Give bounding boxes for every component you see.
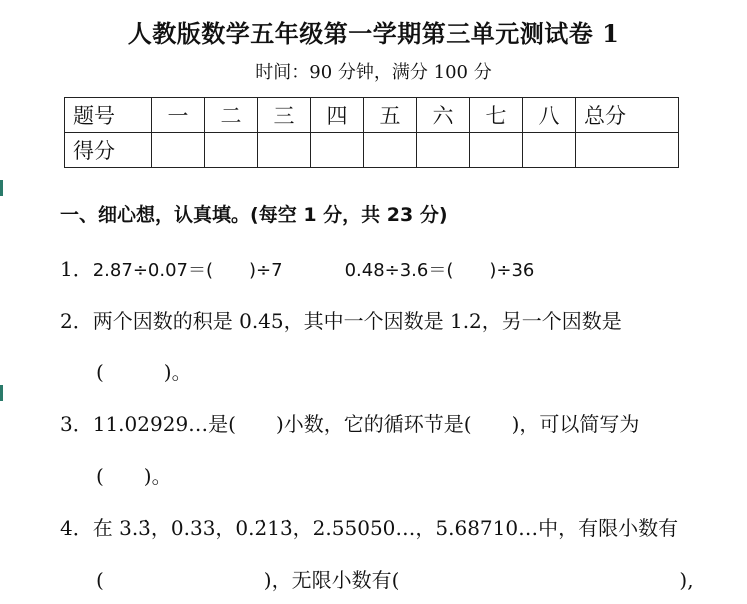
score-cell[interactable] — [205, 133, 258, 168]
score-cell[interactable] — [364, 133, 417, 168]
score-table-header-row — [65, 98, 679, 133]
page-subtitle: 时间：90 分钟，满分 100 分 — [255, 62, 492, 83]
score-cell[interactable] — [311, 133, 364, 168]
score-table-col-1: 一 — [152, 98, 205, 133]
question-3 — [60, 408, 639, 437]
score-table-col-2: 二 — [205, 98, 258, 133]
question-2-text: 两个因数的积是 0.45，其中一个因数是 1.2，另一个因数是 — [92, 309, 622, 333]
section-1-heading — [60, 200, 448, 227]
section-1-title: 一、细心想，认真填。 — [60, 204, 251, 226]
score-table-col-4: 四 — [311, 98, 364, 133]
score-table-col-5: 五 — [364, 98, 417, 133]
question-2-blank[interactable]: ( )。 — [96, 360, 192, 384]
score-table-row1-label: 题号 — [65, 98, 152, 133]
score-table — [64, 97, 679, 168]
page-edge-mark — [0, 385, 3, 401]
score-table-score-row — [65, 133, 679, 168]
question-3-blank[interactable]: ( )。 — [96, 464, 172, 488]
score-table-total-label: 总分 — [576, 98, 679, 133]
question-1-part-a: 2.87÷0.07＝( )÷7 — [92, 260, 283, 281]
question-4 — [60, 512, 678, 541]
question-4-number: 4． — [60, 516, 93, 540]
page-title: 人教版数学五年级第一学期第三单元测试卷 1 — [127, 19, 620, 48]
question-4-text: 在 3.3̇，0.33，0.2̇13̇，2.55050…，5.68710…中，有限小数有 — [92, 516, 679, 540]
score-table-col-8: 八 — [523, 98, 576, 133]
question-3-number: 3． — [60, 412, 93, 436]
question-4-blank[interactable]: ( )，无限小数有( ), — [96, 568, 694, 592]
score-cell-total[interactable] — [576, 133, 679, 168]
score-cell[interactable] — [523, 133, 576, 168]
score-table-col-7: 七 — [470, 98, 523, 133]
question-3-text: 11.02929…是( )小数，它的循环节是( )，可以简写为 — [92, 412, 640, 436]
score-table-row2-label: 得分 — [65, 133, 152, 168]
score-cell[interactable] — [258, 133, 311, 168]
score-cell[interactable] — [417, 133, 470, 168]
score-cell[interactable] — [152, 133, 205, 168]
page-edge-mark — [0, 180, 3, 196]
question-2 — [60, 305, 622, 334]
question-1 — [60, 253, 534, 282]
score-table-col-3: 三 — [258, 98, 311, 133]
score-cell[interactable] — [470, 133, 523, 168]
section-1-note: (每空 1 分，共 23 分) — [250, 204, 448, 226]
question-1-part-b: 0.48÷3.6＝( )÷36 — [344, 260, 535, 281]
question-1-number: 1． — [60, 257, 93, 281]
question-2-number: 2． — [60, 309, 93, 333]
score-table-col-6: 六 — [417, 98, 470, 133]
